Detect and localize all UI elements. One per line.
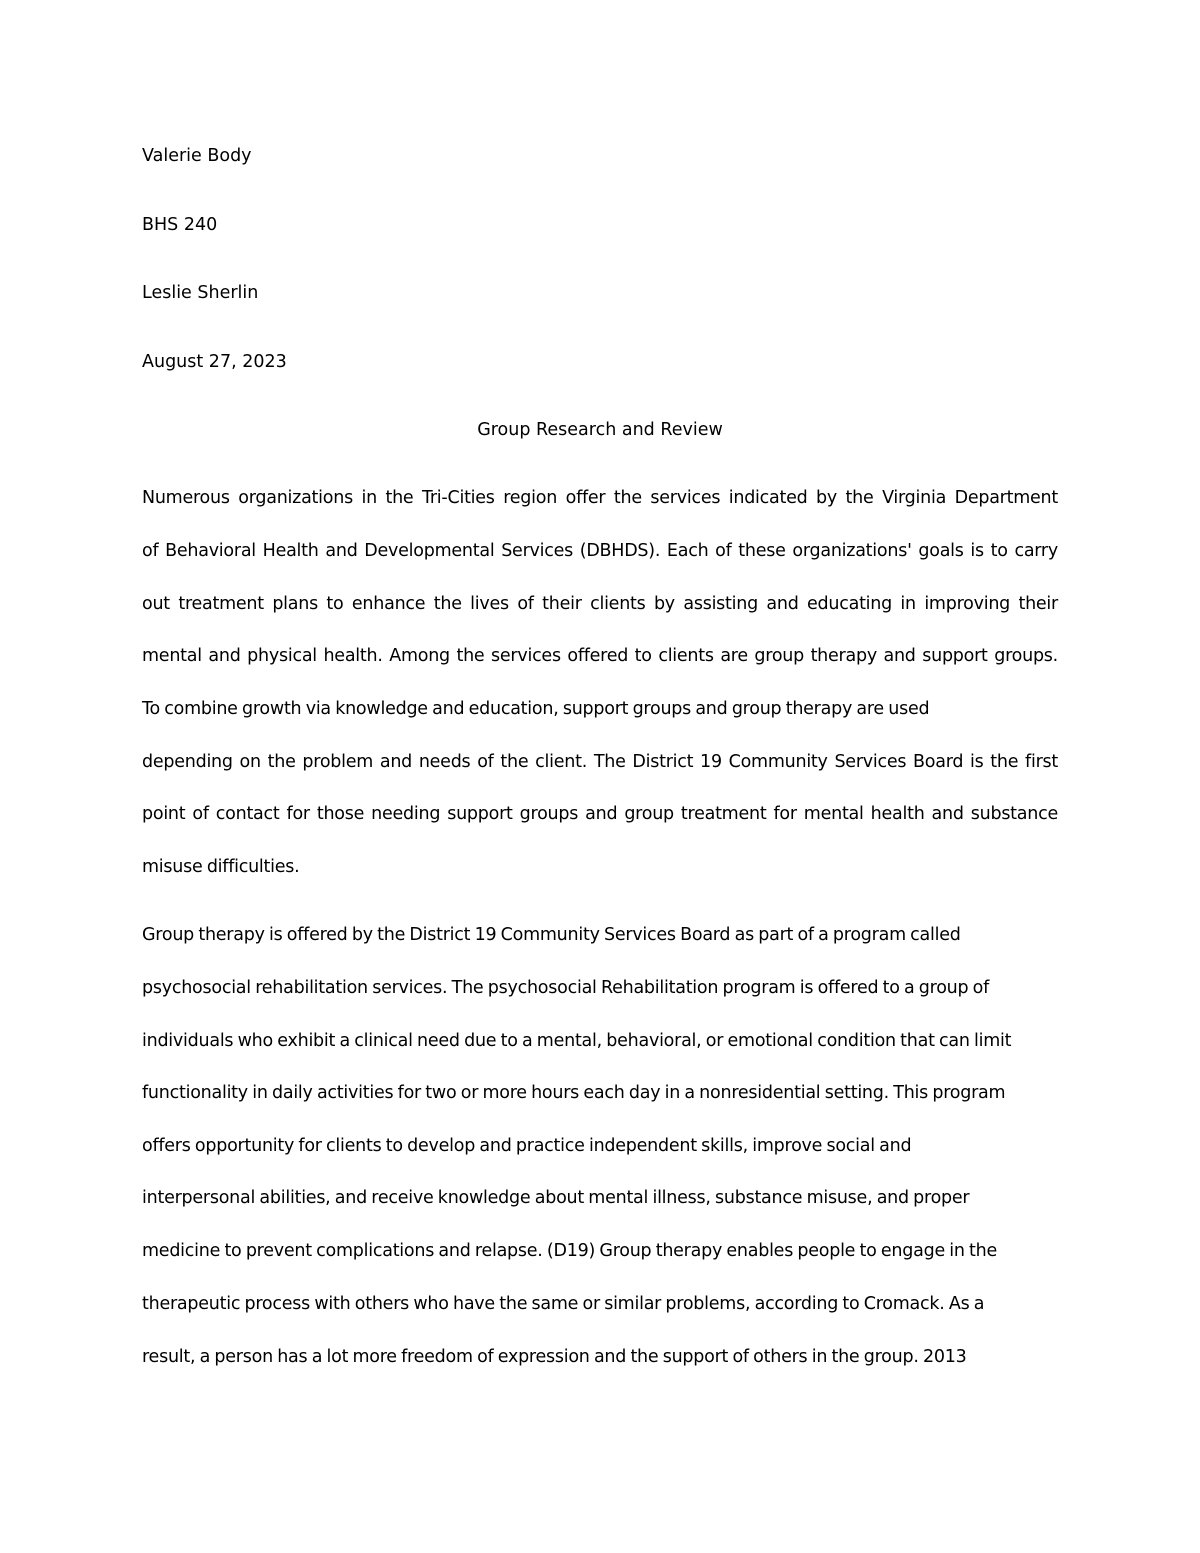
document-title: Group Research and Review [477,420,723,440]
course-code: BHS 240 [142,215,218,235]
paragraph-2-line-4: functionality in daily activities for two or more hours each day in a nonresidential setting. This program [142,1083,1006,1103]
paragraph-1-line-3: out treatment plans to enhance the lives of their clients by assisting and educating in improving their [142,594,1058,614]
paragraph-1-line-2: of Behavioral Health and Developmental Services (DBHDS). Each of these organizations' goals is to carry [142,541,1058,561]
paragraph-2-line-7: medicine to prevent complications and relapse. (D19) Group therapy enables people to engage in the [142,1241,998,1261]
paragraph-2-line-6: interpersonal abilities, and receive knowledge about mental illness, substance misuse, and proper [142,1188,970,1208]
paragraph-1-line-6: depending on the problem and needs of the client. The District 19 Community Services Board is the first [142,752,1058,772]
paragraph-1-line-4: mental and physical health. Among the services offered to clients are group therapy and support groups. [142,646,1058,666]
paragraph-1-line-7: point of contact for those needing support groups and group treatment for mental health and substance [142,804,1058,824]
paragraph-2-line-8: therapeutic process with others who have the same or similar problems, according to Cromack. As a [142,1294,985,1314]
paragraph-1-line-1: Numerous organizations in the Tri-Cities region offer the services indicated by the Virginia Department [142,488,1058,508]
paragraph-2-line-5: offers opportunity for clients to develop and practice independent skills, improve social and [142,1136,912,1156]
paragraph-2-line-9: result, a person has a lot more freedom of expression and the support of others in the group. 2013 [142,1347,967,1367]
paragraph-2-line-3: individuals who exhibit a clinical need due to a mental, behavioral, or emotional condition that can limit [142,1031,1012,1051]
paragraph-2-line-2: psychosocial rehabilitation services. The psychosocial Rehabilitation program is offered to a group of [142,978,990,998]
paragraph-1-line-8: misuse difficulties. [142,857,300,877]
author-name: Valerie Body [142,146,252,166]
paragraph-1-line-5: To combine growth via knowledge and education, support groups and group therapy are used [142,699,930,719]
submission-date: August 27, 2023 [142,352,287,372]
instructor-name: Leslie Sherlin [142,283,259,303]
paragraph-2-line-1: Group therapy is offered by the District 19 Community Services Board as part of a program called [142,925,961,945]
